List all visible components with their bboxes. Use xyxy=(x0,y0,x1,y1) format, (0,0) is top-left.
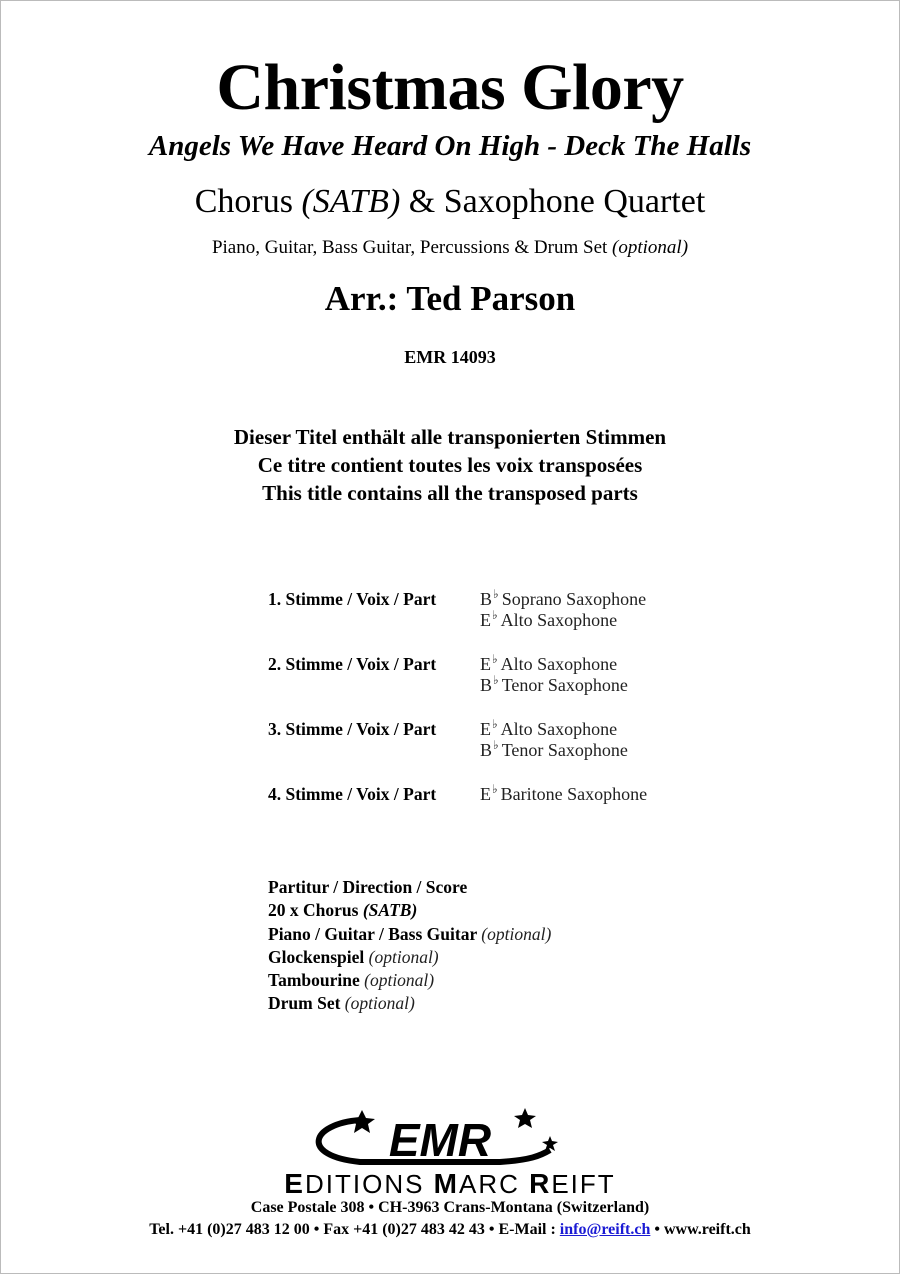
part-instrument: B♭ Tenor Saxophone xyxy=(480,738,628,760)
publisher-contact: Tel. +41 (0)27 483 12 00 • Fax +41 (0)27 483 42 43 • E-Mail : info@reift.ch • www.reift.ch xyxy=(149,1221,751,1238)
part-row xyxy=(268,652,728,697)
contents-chorus: 20 x Chorus (SATB) xyxy=(268,900,418,921)
piece-subtitle: Angels We Have Heard On High - Deck The Halls xyxy=(148,130,752,162)
part-instrument: B♭ Soprano Saxophone xyxy=(480,587,647,609)
instrumentation-main: Piano, Guitar, Bass Guitar, Percussions & Drum Set xyxy=(211,237,613,258)
part-row xyxy=(268,782,728,806)
ensemble-chorus: Chorus xyxy=(194,183,302,220)
part-instrument: E♭ Alto Saxophone xyxy=(480,717,618,739)
ensemble-quartet: & Saxophone Quartet xyxy=(400,183,706,220)
flat-symbol: ♭ xyxy=(492,717,498,731)
flat-symbol: ♭ xyxy=(492,608,498,622)
catalog-number: EMR 14093 xyxy=(404,347,496,367)
part-instruments xyxy=(480,782,648,806)
flat-symbol: ♭ xyxy=(493,673,499,687)
flat-symbol: ♭ xyxy=(492,652,498,666)
part-instrument: E♭ Baritone Saxophone xyxy=(480,782,648,804)
email-link[interactable]: info@reift.ch xyxy=(559,1221,651,1238)
publisher-name: EDITIONS MARC REIFT xyxy=(284,1168,616,1199)
contents-drum-set: Drum Set (optional) xyxy=(268,993,415,1014)
part-row xyxy=(268,587,728,632)
part-label: 4. Stimme / Voix / Part xyxy=(268,784,437,804)
contents-glockenspiel: Glockenspiel (optional) xyxy=(268,946,439,967)
ensemble-satb: (SATB) xyxy=(301,183,401,220)
instrumentation-optional: (optional) xyxy=(612,237,689,258)
part-instrument: B♭ Tenor Saxophone xyxy=(480,673,628,695)
part-label: 3. Stimme / Voix / Part xyxy=(268,719,437,739)
part-label: 1. Stimme / Voix / Part xyxy=(268,589,437,609)
part-instrument: E♭ Alto Saxophone xyxy=(480,652,618,674)
contents-rhythm: Piano / Guitar / Bass Guitar (optional) xyxy=(268,923,552,944)
part-instrument: E♭ Alto Saxophone xyxy=(480,608,618,630)
instrumentation-line xyxy=(0,236,900,260)
flat-symbol: ♭ xyxy=(493,587,499,601)
contents-score: Partitur / Direction / Score xyxy=(268,877,468,897)
transposed-note-de: Dieser Titel enthält alle transponierten Stimmen xyxy=(233,425,667,449)
publisher-address: Case Postale 308 • CH-3963 Crans-Montana (Switzerland) xyxy=(250,1199,650,1216)
part-instruments xyxy=(480,652,628,697)
emr-logo xyxy=(300,1106,570,1170)
arranger: Arr.: Ted Parson xyxy=(324,279,576,318)
ensemble-line xyxy=(0,182,900,222)
piece-title: Christmas Glory xyxy=(216,51,684,124)
contents-list xyxy=(268,876,551,1016)
transposed-note-fr: Ce titre contient toutes les voix transposées xyxy=(257,453,643,477)
part-label: 2. Stimme / Voix / Part xyxy=(268,654,437,674)
flat-symbol: ♭ xyxy=(493,738,499,752)
transposed-note-en: This title contains all the transposed parts xyxy=(262,481,638,505)
part-instruments xyxy=(480,587,647,632)
parts-list xyxy=(268,587,728,829)
svg-text:EMR: EMR xyxy=(388,1114,492,1166)
flat-symbol: ♭ xyxy=(492,782,498,796)
part-instruments xyxy=(480,717,628,762)
contents-tambourine: Tambourine (optional) xyxy=(268,970,435,991)
part-row xyxy=(268,717,728,762)
